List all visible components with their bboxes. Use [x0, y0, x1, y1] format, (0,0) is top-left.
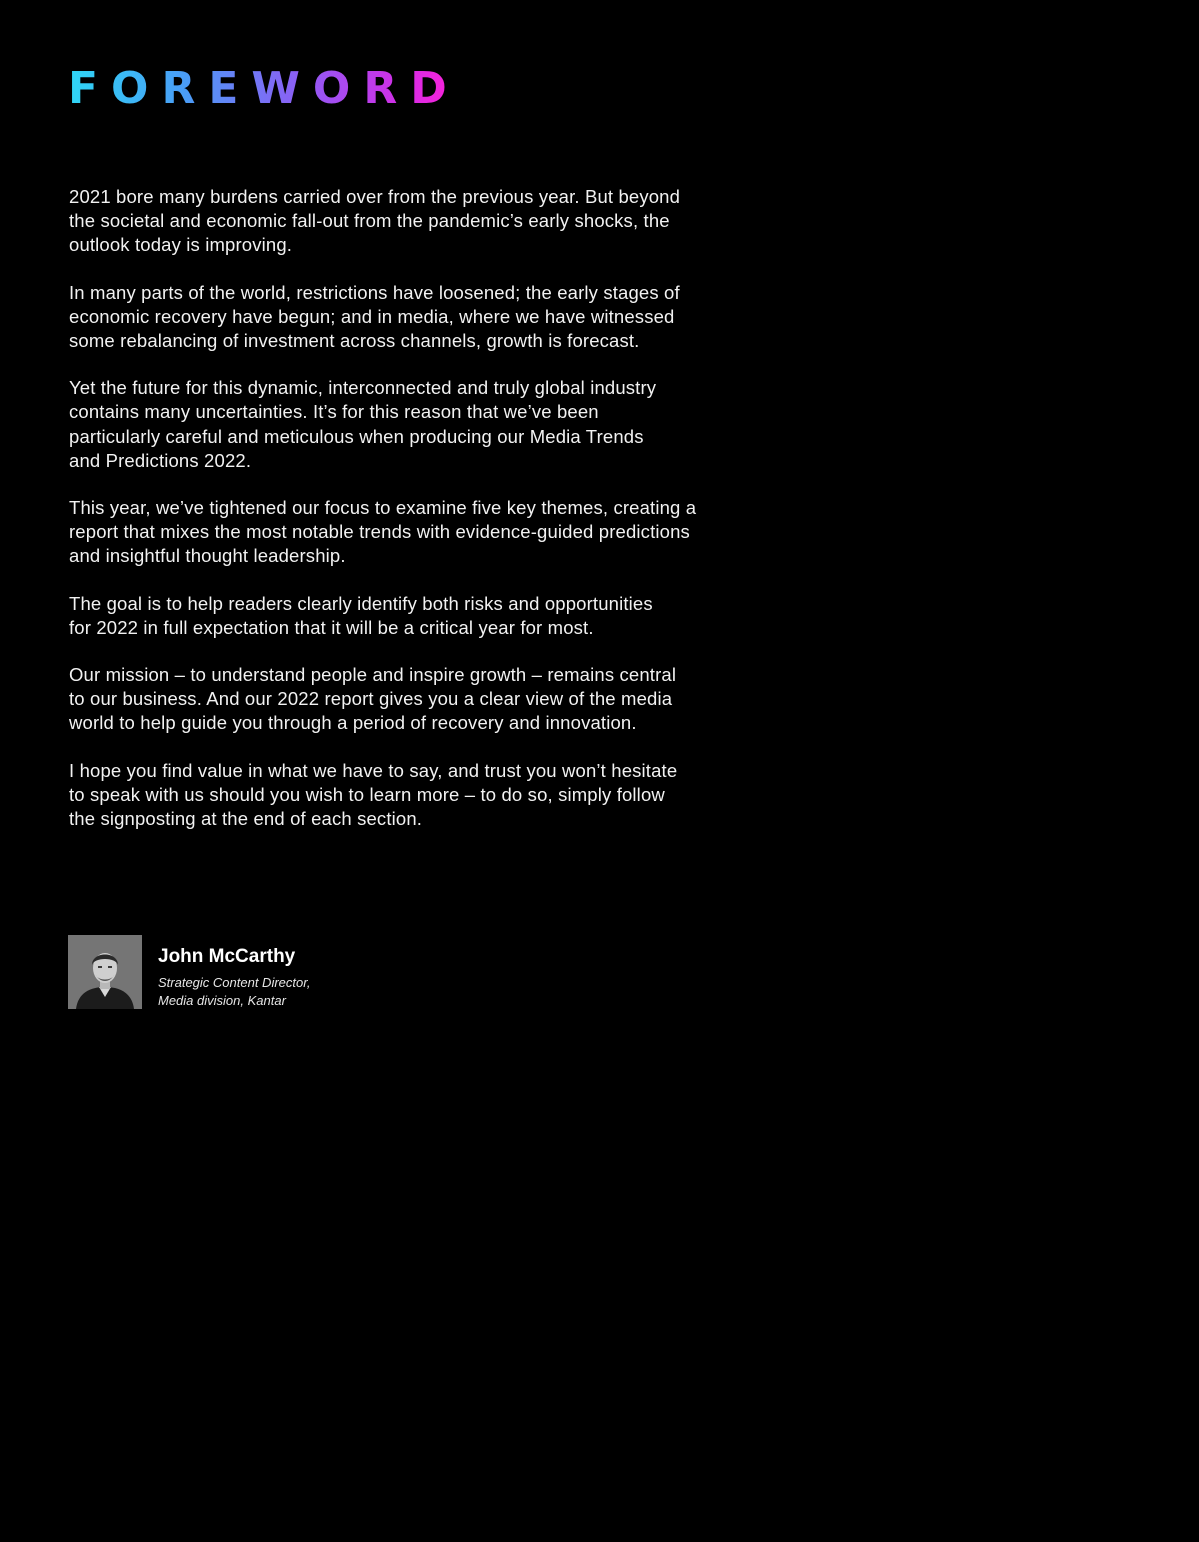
paragraph [69, 496, 749, 569]
text-line: particularly careful and meticulous when producing our Media Trends [69, 425, 644, 447]
text-line: 2021 bore many burdens carried over from the previous year. But beyond [69, 186, 681, 207]
foreword-body [69, 185, 749, 854]
text-line: report that mixes the most notable trends with evidence-guided predictions [69, 521, 690, 543]
text-line: The goal is to help readers clearly identify both risks and opportunities [69, 592, 653, 614]
author-name: John McCarthy [158, 946, 296, 967]
text-line: for 2022 in full expectation that it will be a critical year for most. [69, 616, 594, 638]
avatar [68, 935, 142, 1009]
author-details [158, 935, 310, 1010]
text-line: the signposting at the end of each section. [69, 808, 423, 830]
text-line: to speak with us should you wish to learn more – to do so, simply follow [69, 783, 665, 805]
text-line: Our mission – to understand people and inspire growth – remains central [69, 664, 677, 686]
text-line: Yet the future for this dynamic, interconnected and truly global industry [69, 377, 657, 399]
page-title: FOREWORD [68, 63, 460, 114]
text-line: and insightful thought leadership. [69, 545, 346, 567]
text-line: I hope you find value in what we have to say, and trust you won’t hesitate [69, 759, 678, 781]
paragraph [69, 281, 749, 354]
text-line: some rebalancing of investment across channels, growth is forecast. [69, 330, 640, 352]
text-line: the societal and economic fall-out from the pandemic’s early shocks, the [69, 210, 670, 232]
text-line: In many parts of the world, restrictions have loosened; the early stages of [69, 281, 680, 303]
author-portrait-icon [68, 935, 142, 1009]
paragraph [69, 185, 749, 258]
author-signature [68, 935, 310, 1010]
paragraph [69, 663, 749, 736]
text-line: contains many uncertainties. It’s for this reason that we’ve been [69, 401, 599, 423]
text-line: outlook today is improving. [69, 234, 293, 256]
author-role-line: Strategic Content Director, [158, 975, 311, 990]
text-line: and Predictions 2022. [69, 449, 252, 471]
paragraph [69, 376, 749, 473]
paragraph [69, 759, 749, 832]
text-line: economic recovery have begun; and in media, where we have witnessed [69, 305, 675, 327]
text-line: world to help guide you through a period of recovery and innovation. [69, 712, 637, 734]
author-role [158, 974, 310, 1010]
text-line: This year, we’ve tightened our focus to examine five key themes, creating a [69, 497, 697, 519]
text-line: to our business. And our 2022 report gives you a clear view of the media [69, 688, 673, 710]
author-role-line: Media division, Kantar [158, 993, 286, 1008]
paragraph [69, 592, 749, 640]
